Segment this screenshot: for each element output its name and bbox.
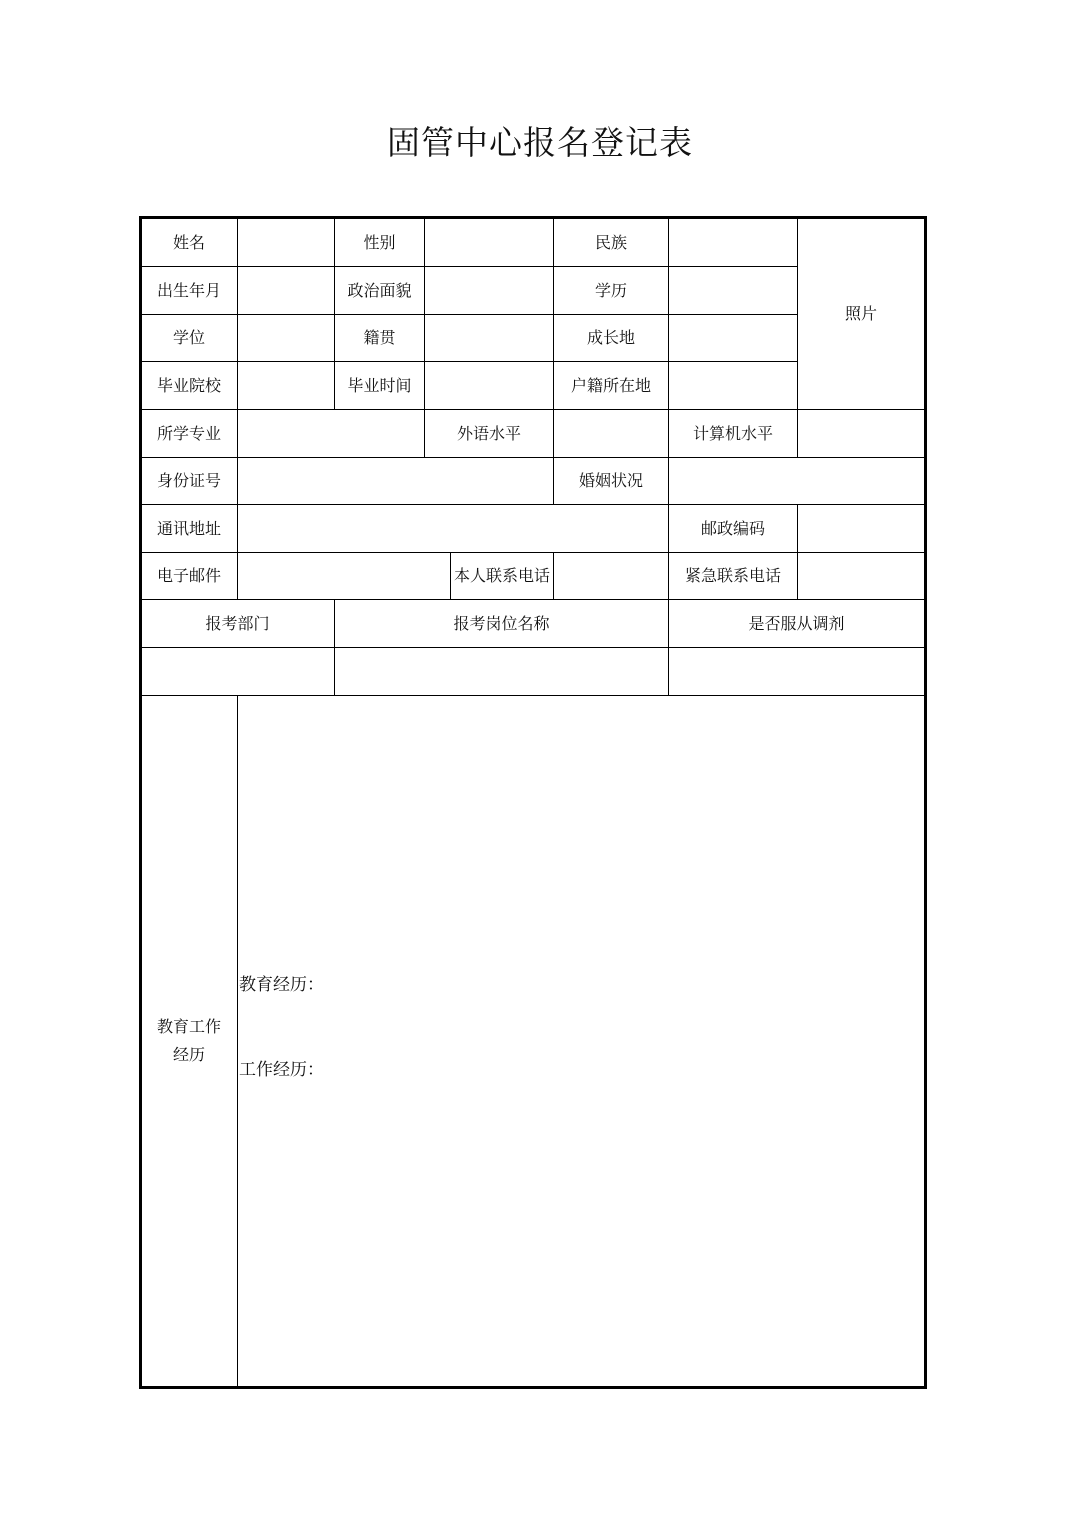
label-email: 电子邮件 [140, 552, 238, 600]
label-political-status: 政治面貌 [334, 266, 425, 315]
field-name[interactable] [237, 218, 335, 267]
label-id-number: 身份证号 [140, 457, 238, 505]
field-graduate-school[interactable] [237, 361, 335, 410]
field-ethnicity[interactable] [668, 218, 798, 267]
label-marital-status: 婚姻状况 [553, 457, 669, 505]
label-growth-place: 成长地 [553, 314, 669, 362]
field-computer-level[interactable] [797, 409, 925, 458]
field-apply-department[interactable] [140, 647, 335, 696]
field-growth-place[interactable] [668, 314, 798, 362]
field-id-number[interactable] [237, 457, 554, 505]
label-apply-position: 报考岗位名称 [334, 599, 669, 648]
label-edu-work-history [140, 695, 238, 1387]
label-postal-code: 邮政编码 [668, 504, 798, 553]
field-birth[interactable] [237, 266, 335, 315]
label-mailing-address: 通讯地址 [140, 504, 238, 553]
page-title: 固管中心报名登记表 [387, 123, 693, 162]
field-postal-code[interactable] [797, 504, 925, 553]
label-education: 学历 [553, 266, 669, 315]
field-graduate-time[interactable] [424, 361, 554, 410]
field-apply-position[interactable] [334, 647, 669, 696]
field-personal-phone[interactable] [553, 552, 669, 600]
label-major: 所学专业 [140, 409, 238, 458]
label-personal-phone: 本人联系电话 [450, 552, 554, 600]
field-email[interactable] [237, 552, 451, 600]
field-emergency-phone[interactable] [797, 552, 925, 600]
work-history-label: 工作经历： [239, 1060, 324, 1080]
label-edu-work-line1: 教育工作 [156, 1017, 221, 1036]
field-mailing-address[interactable] [237, 504, 669, 553]
label-foreign-language: 外语水平 [424, 409, 554, 458]
label-graduate-school: 毕业院校 [140, 361, 238, 410]
label-household-location: 户籍所在地 [553, 361, 669, 410]
field-edu-work-history[interactable] [237, 695, 925, 1387]
field-foreign-language[interactable] [553, 409, 669, 458]
field-native-place[interactable] [424, 314, 554, 362]
label-computer-level: 计算机水平 [668, 409, 798, 458]
photo-box[interactable]: 照片 [797, 218, 925, 410]
label-ethnicity: 民族 [553, 218, 669, 267]
label-edu-work-line2: 经历 [172, 1045, 205, 1064]
field-major[interactable] [237, 409, 425, 458]
field-degree[interactable] [237, 314, 335, 362]
label-name: 姓名 [140, 218, 238, 267]
field-political-status[interactable] [424, 266, 554, 315]
label-apply-department: 报考部门 [140, 599, 335, 648]
label-accept-adjustment: 是否服从调剂 [668, 599, 925, 648]
field-accept-adjustment[interactable] [668, 647, 925, 696]
field-education[interactable] [668, 266, 798, 315]
field-marital-status[interactable] [668, 457, 925, 505]
label-gender: 性别 [334, 218, 425, 267]
label-birth: 出生年月 [140, 266, 238, 315]
label-native-place: 籍贯 [334, 314, 425, 362]
label-graduate-time: 毕业时间 [334, 361, 425, 410]
field-gender[interactable] [424, 218, 554, 267]
education-history-label: 教育经历： [239, 975, 324, 995]
label-degree: 学位 [140, 314, 238, 362]
label-emergency-phone: 紧急联系电话 [668, 552, 798, 600]
field-household-location[interactable] [668, 361, 798, 410]
